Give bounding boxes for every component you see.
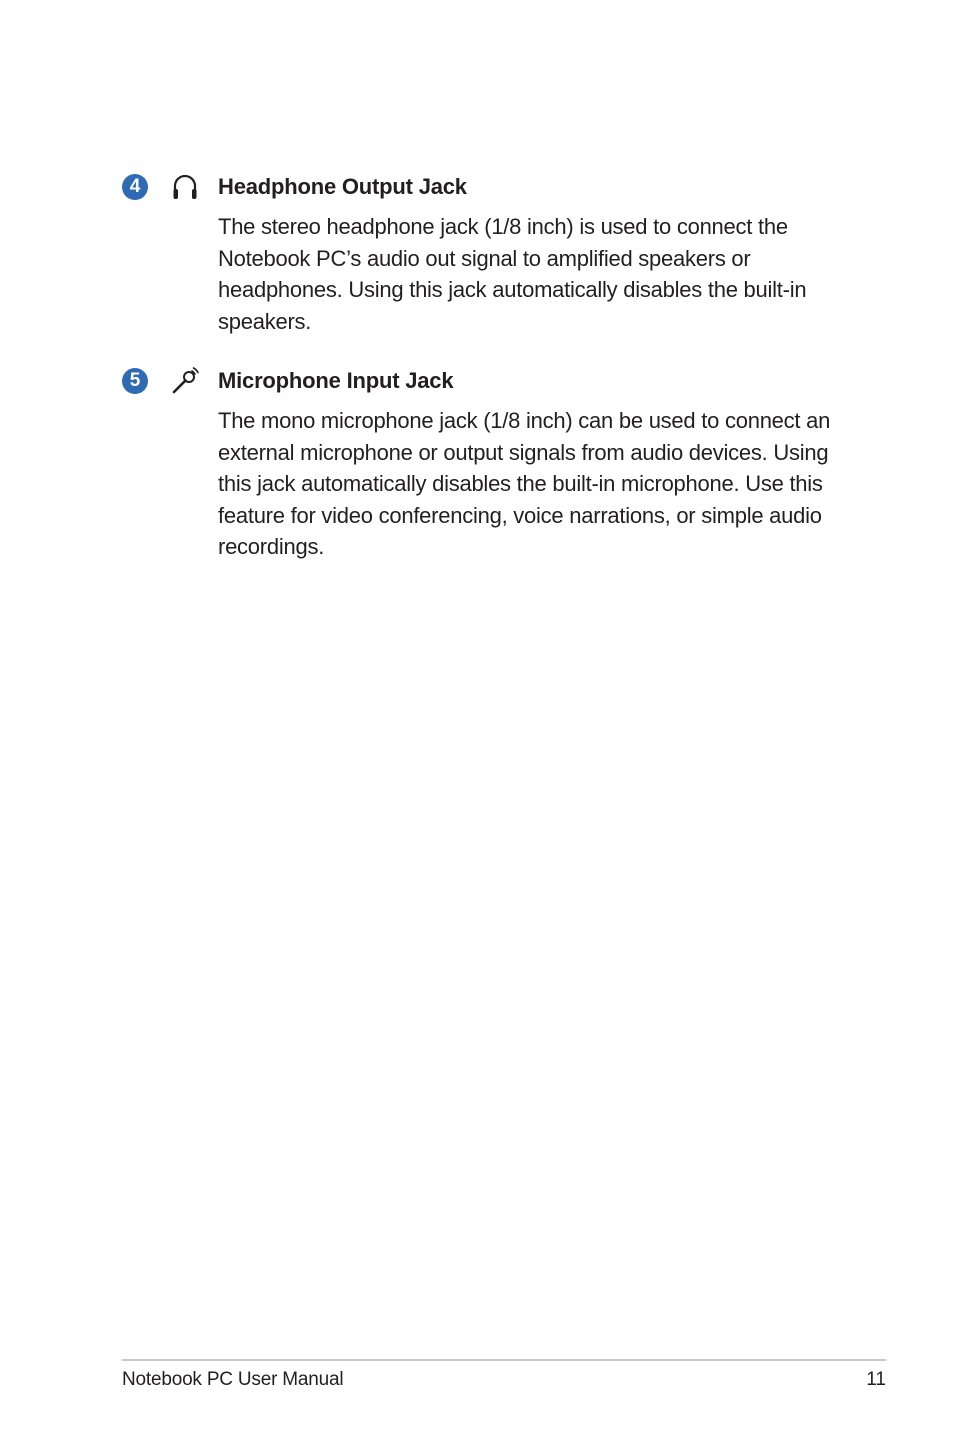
footer-divider <box>122 1359 886 1361</box>
footer-manual-title: Notebook PC User Manual <box>122 1369 344 1390</box>
item-number-badge: 5 <box>122 368 148 394</box>
footer-page-number: 11 <box>866 1369 886 1390</box>
section-heading: Microphone Input Jack <box>218 368 454 393</box>
headphone-icon <box>170 172 200 202</box>
item-number-badge: 4 <box>122 174 148 200</box>
section-description: The mono microphone jack (1/8 inch) can be used to connect an external microphone or output signals from audio devices. Using this jack automatically disables the built-in microphone. Use this feature for video conferencing, voice narrations, or simple audio recordings. <box>218 408 831 560</box>
section-description: The stereo headphone jack (1/8 inch) is used to connect the Notebook PC’s audio out signal to amplified speakers or headphones. Using this jack automatically disables the built-in speakers. <box>218 214 807 334</box>
section-heading: Headphone Output Jack <box>218 174 467 199</box>
microphone-icon <box>170 366 200 396</box>
